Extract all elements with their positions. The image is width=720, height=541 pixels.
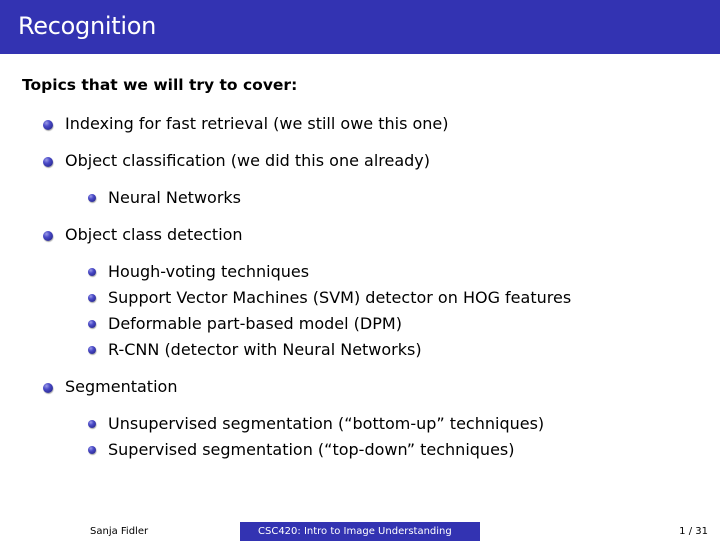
title-bar (0, 0, 720, 54)
page-number: 1 / 31 (679, 526, 708, 537)
sub-bullet-icon (88, 320, 96, 328)
subtopic-item: Hough-voting techniques (108, 262, 310, 281)
bullet-icon (43, 157, 53, 167)
sub-bullet-icon (88, 194, 96, 202)
sub-bullet-icon (88, 446, 96, 454)
footer-author-section (0, 522, 240, 541)
footer-course: CSC420: Intro to Image Understanding (258, 526, 452, 537)
slide-title: Recognition (18, 12, 157, 40)
subtopic-item: Neural Networks (108, 188, 242, 207)
footer-page-section (480, 522, 720, 541)
subtopic-item: Deformable part-based model (DPM) (108, 314, 402, 333)
topic-item-indexing: Indexing for fast retrieval (we still owe this one) (65, 114, 449, 133)
footer-course-section (240, 522, 480, 541)
bullet-icon (43, 120, 53, 130)
topic-item-segmentation: Segmentation (65, 377, 178, 396)
topic-item-classification: Object classification (we did this one already) (65, 151, 431, 170)
sub-bullet-icon (88, 420, 96, 428)
sub-bullet-icon (88, 268, 96, 276)
footer-author: Sanja Fidler (90, 526, 149, 537)
topic-item-detection: Object class detection (65, 225, 243, 244)
subtopic-item: Support Vector Machines (SVM) detector on HOG features (108, 288, 572, 307)
subtopic-item: Unsupervised segmentation (“bottom-up” techniques) (108, 414, 545, 433)
subtopic-item: R-CNN (detector with Neural Networks) (108, 340, 422, 359)
bullet-icon (43, 383, 53, 393)
footer (0, 522, 720, 541)
slide-subtitle: Topics that we will try to cover: (22, 76, 298, 94)
sub-bullet-icon (88, 294, 96, 302)
subtopic-item: Supervised segmentation (“top-down” techniques) (108, 440, 515, 459)
bullet-icon (43, 231, 53, 241)
sub-bullet-icon (88, 346, 96, 354)
